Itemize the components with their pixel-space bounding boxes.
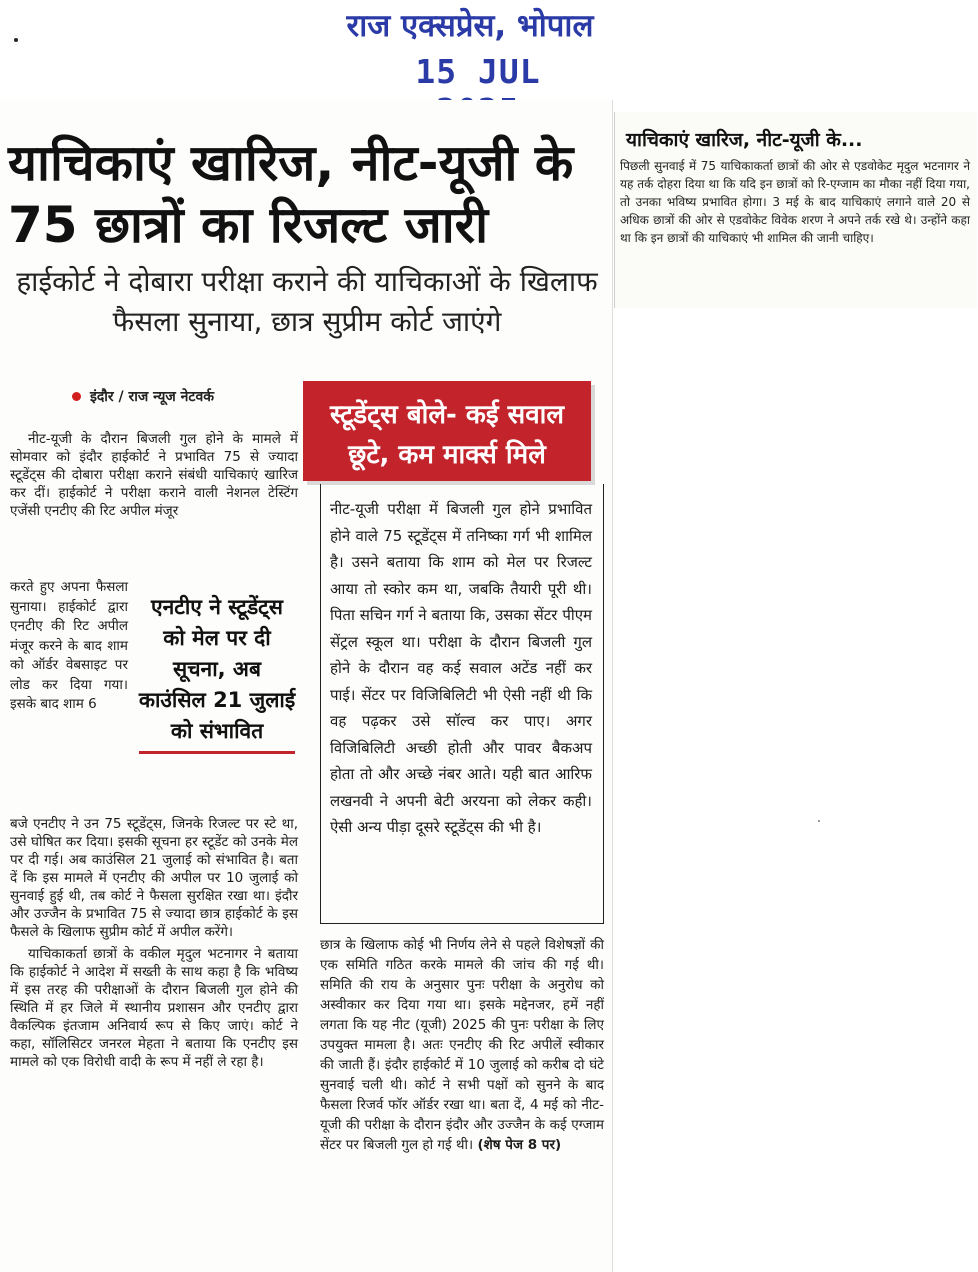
stamp-newspaper-name: राज एक्सप्रेस, भोपाल <box>346 8 594 44</box>
column-2-text: छात्र के खिलाफ कोई भी निर्णय लेने से पहले विशेषज्ञों की एक समिति गठित करके मामले की जांच की गई थी। समिति की राय के अनुसार पुनः परीक्षा के अनुरोध को अस्वीकार कर दिया गया था। इसके मद्देनजर, हमें नहीं लगता कि यह नीट (यूजी) 2025 की पुनः परीक्षा के लिए उपयुक्त मामला है। अतः एनटीए की रिट अपीलें स्वीकार की जाती हैं। इंदौर हाईकोर्ट में 10 जुलाई को करीब दो घंटे सुनवाई चली थी। कोर्ट ने सभी पक्षों को सुनने के बाद फैसला रिजर्व फॉर ऑर्डर रखा था। बता दें, 4 मई को नीट-यूजी की परीक्षा के दौरान इंदौर और उज्जैन के कई एग्जाम सेंटर पर बिजली गुल हो गई थी। <box>320 937 604 1153</box>
byline <box>90 387 214 406</box>
stamp-date: 15 JUL <box>415 52 541 91</box>
column-2-paragraph <box>320 935 604 1155</box>
sidebar-heading-line-1: स्टूडेंट्स बोले- कई सवाल <box>329 400 565 430</box>
column-1-bottom <box>10 815 298 1071</box>
pull-quote-underline <box>139 751 295 754</box>
column-1-paragraph-1b: करते हुए अपना फैसला सुनाया। हाईकोर्ट द्वारा एनटीए की रिट अपील मंजूर करने के बाद शाम को ऑर्डर वेबसाइट पर लोड कर दिया गया। इसके बाद शाम 6 <box>10 579 128 712</box>
subheadline: हाईकोर्ट ने दोबारा परीक्षा कराने की याचिकाओं के खिलाफ फैसला सुनाया, छात्र सुप्रीम कोर्ट जाएंगे <box>16 265 598 338</box>
speck-mark <box>818 820 820 822</box>
continuation-text: पिछली सुनवाई में 75 याचिकाकर्ता छात्रों की ओर से एडवोकेट मृदुल भटनागर ने यह तर्क दोहरा दिया था कि यदि इन छात्रों को रि-एग्जाम का मौका नहीं दिया गया, तो उनका भविष्य प्रभावित होगा। 3 मई के बाद याचिकाएं लगाने वाले 20 से अधिक छात्रों की ओर से एडवोकेट विवेक शरण ने अपने तर्क रखे थे। उन्होंने कहा था कि इन छात्रों की याचिकाएं भी शामिल की जानी चाहिए। <box>620 159 970 245</box>
sidebar-heading-line-2: छूटे, कम मार्क्स मिले <box>348 440 546 470</box>
sidebar-heading-box <box>303 381 591 481</box>
column-1-wrap <box>10 578 128 715</box>
byline-text: इंदौर / राज न्यूज नेटवर्क <box>90 389 215 405</box>
column-1-paragraph-1c: बजे एनटीए ने उन 75 स्टूडेंट्स, जिनके रिजल्ट पर स्टे था, उसे घोषित कर दिया। इसकी सूचना हर स्टूडेंट को उनके मेल पर दी गई। अब काउंसिल 21 जुलाई को संभावित है। बता दें कि इस मामले में एनटीए की अपील पर 10 जुलाई को सुनवाई हुई थी, तब कोर्ट ने फैसला सुरक्षित रखा था। इंदौर और उज्जैन के प्रभावित 75 से ज्यादा छात्र हाईकोर्ट के इस फैसले के खिलाफ सुप्रीम कोर्ट में अपील करेंगे। <box>10 816 298 940</box>
byline-bullet-icon <box>72 392 81 401</box>
speck-mark <box>14 38 18 42</box>
pull-quote <box>137 592 297 754</box>
column-1-paragraph-2: याचिकाकर्ता छात्रों के वकील मृदुल भटनागर ने बताया कि हाईकोर्ट ने आदेश में सख्ती के साथ कहा है कि भविष्य में इस तरह की परीक्षाओं के दौरान बिजली गुल होने की स्थिति में हर जिले में स्थानीय प्रशासन और एनटीए द्वारा वैकल्पिक इंतजाम अनिवार्य रूप से किए जाएं। कोर्ट ने कहा, सॉलिसिटर जनरल मेहता ने बताया कि एनटीए इस मामले को एक विरोधी वादी के रूप में नहीं ले रहा है। <box>10 946 298 1070</box>
headline: याचिकाएं खारिज, नीट-यूजी के 75 छात्रों का रिजल्ट जारी <box>8 134 574 254</box>
column-2-bottom <box>320 935 604 1155</box>
column-1-top <box>10 430 298 520</box>
continuation-heading: याचिकाएं खारिज, नीट-यूजी के... <box>626 129 863 151</box>
sidebar-story-text: नीट-यूजी परीक्षा में बिजली गुल होने प्रभावित होने वाले 75 स्टूडेंट्स में तनिष्का गर्ग भी शामिल है। उसने बताया कि शाम को मेल पर रिजल्ट आया तो स्कोर कम था, जबकि तैयारी पूरी थी। पिता सचिन गर्ग ने बताया कि, उसका सेंटर पीएम सेंट्रल स्कूल था। परीक्षा के दौरान बिजली गुल होने के दौरान वह कई सवाल अटेंड नहीं कर पाई। सेंटर पर विजिबिलिटी भी ऐसी नहीं थी कि वह पढ़कर उसे सॉल्व कर पाए। अगर विजिबिलिटी अच्छी होती और पावर बैकअप होता तो और अच्छे नंबर आते। यही बात आरिफ लखनवी ने अपनी बेटी अरयना को लेकर कही। ऐसी अन्य पीड़ा दूसरे स्टूडेंट्स की भी है। <box>330 500 592 836</box>
pull-quote-text: एनटीए ने स्टूडेंट्स को मेल पर दी सूचना, अब काउंसिल 21 जुलाई को संभावित <box>138 595 296 743</box>
column-1-paragraph-1a: नीट-यूजी के दौरान बिजली गुल होने के मामले में सोमवार को इंदौर हाईकोर्ट ने प्रभावित 75 से ज्यादा स्टूडेंट्स की दोबारा परीक्षा कराने संबंधी याचिकाएं खारिज कर दीं। हाईकोर्ट ने परीक्षा कराने वाली नेशनल टेस्टिंग एजेंसी एनटीए की रिट अपील मंजूर <box>10 431 298 519</box>
continued-on-page-note: (शेष पेज 8 पर) <box>477 1137 562 1153</box>
